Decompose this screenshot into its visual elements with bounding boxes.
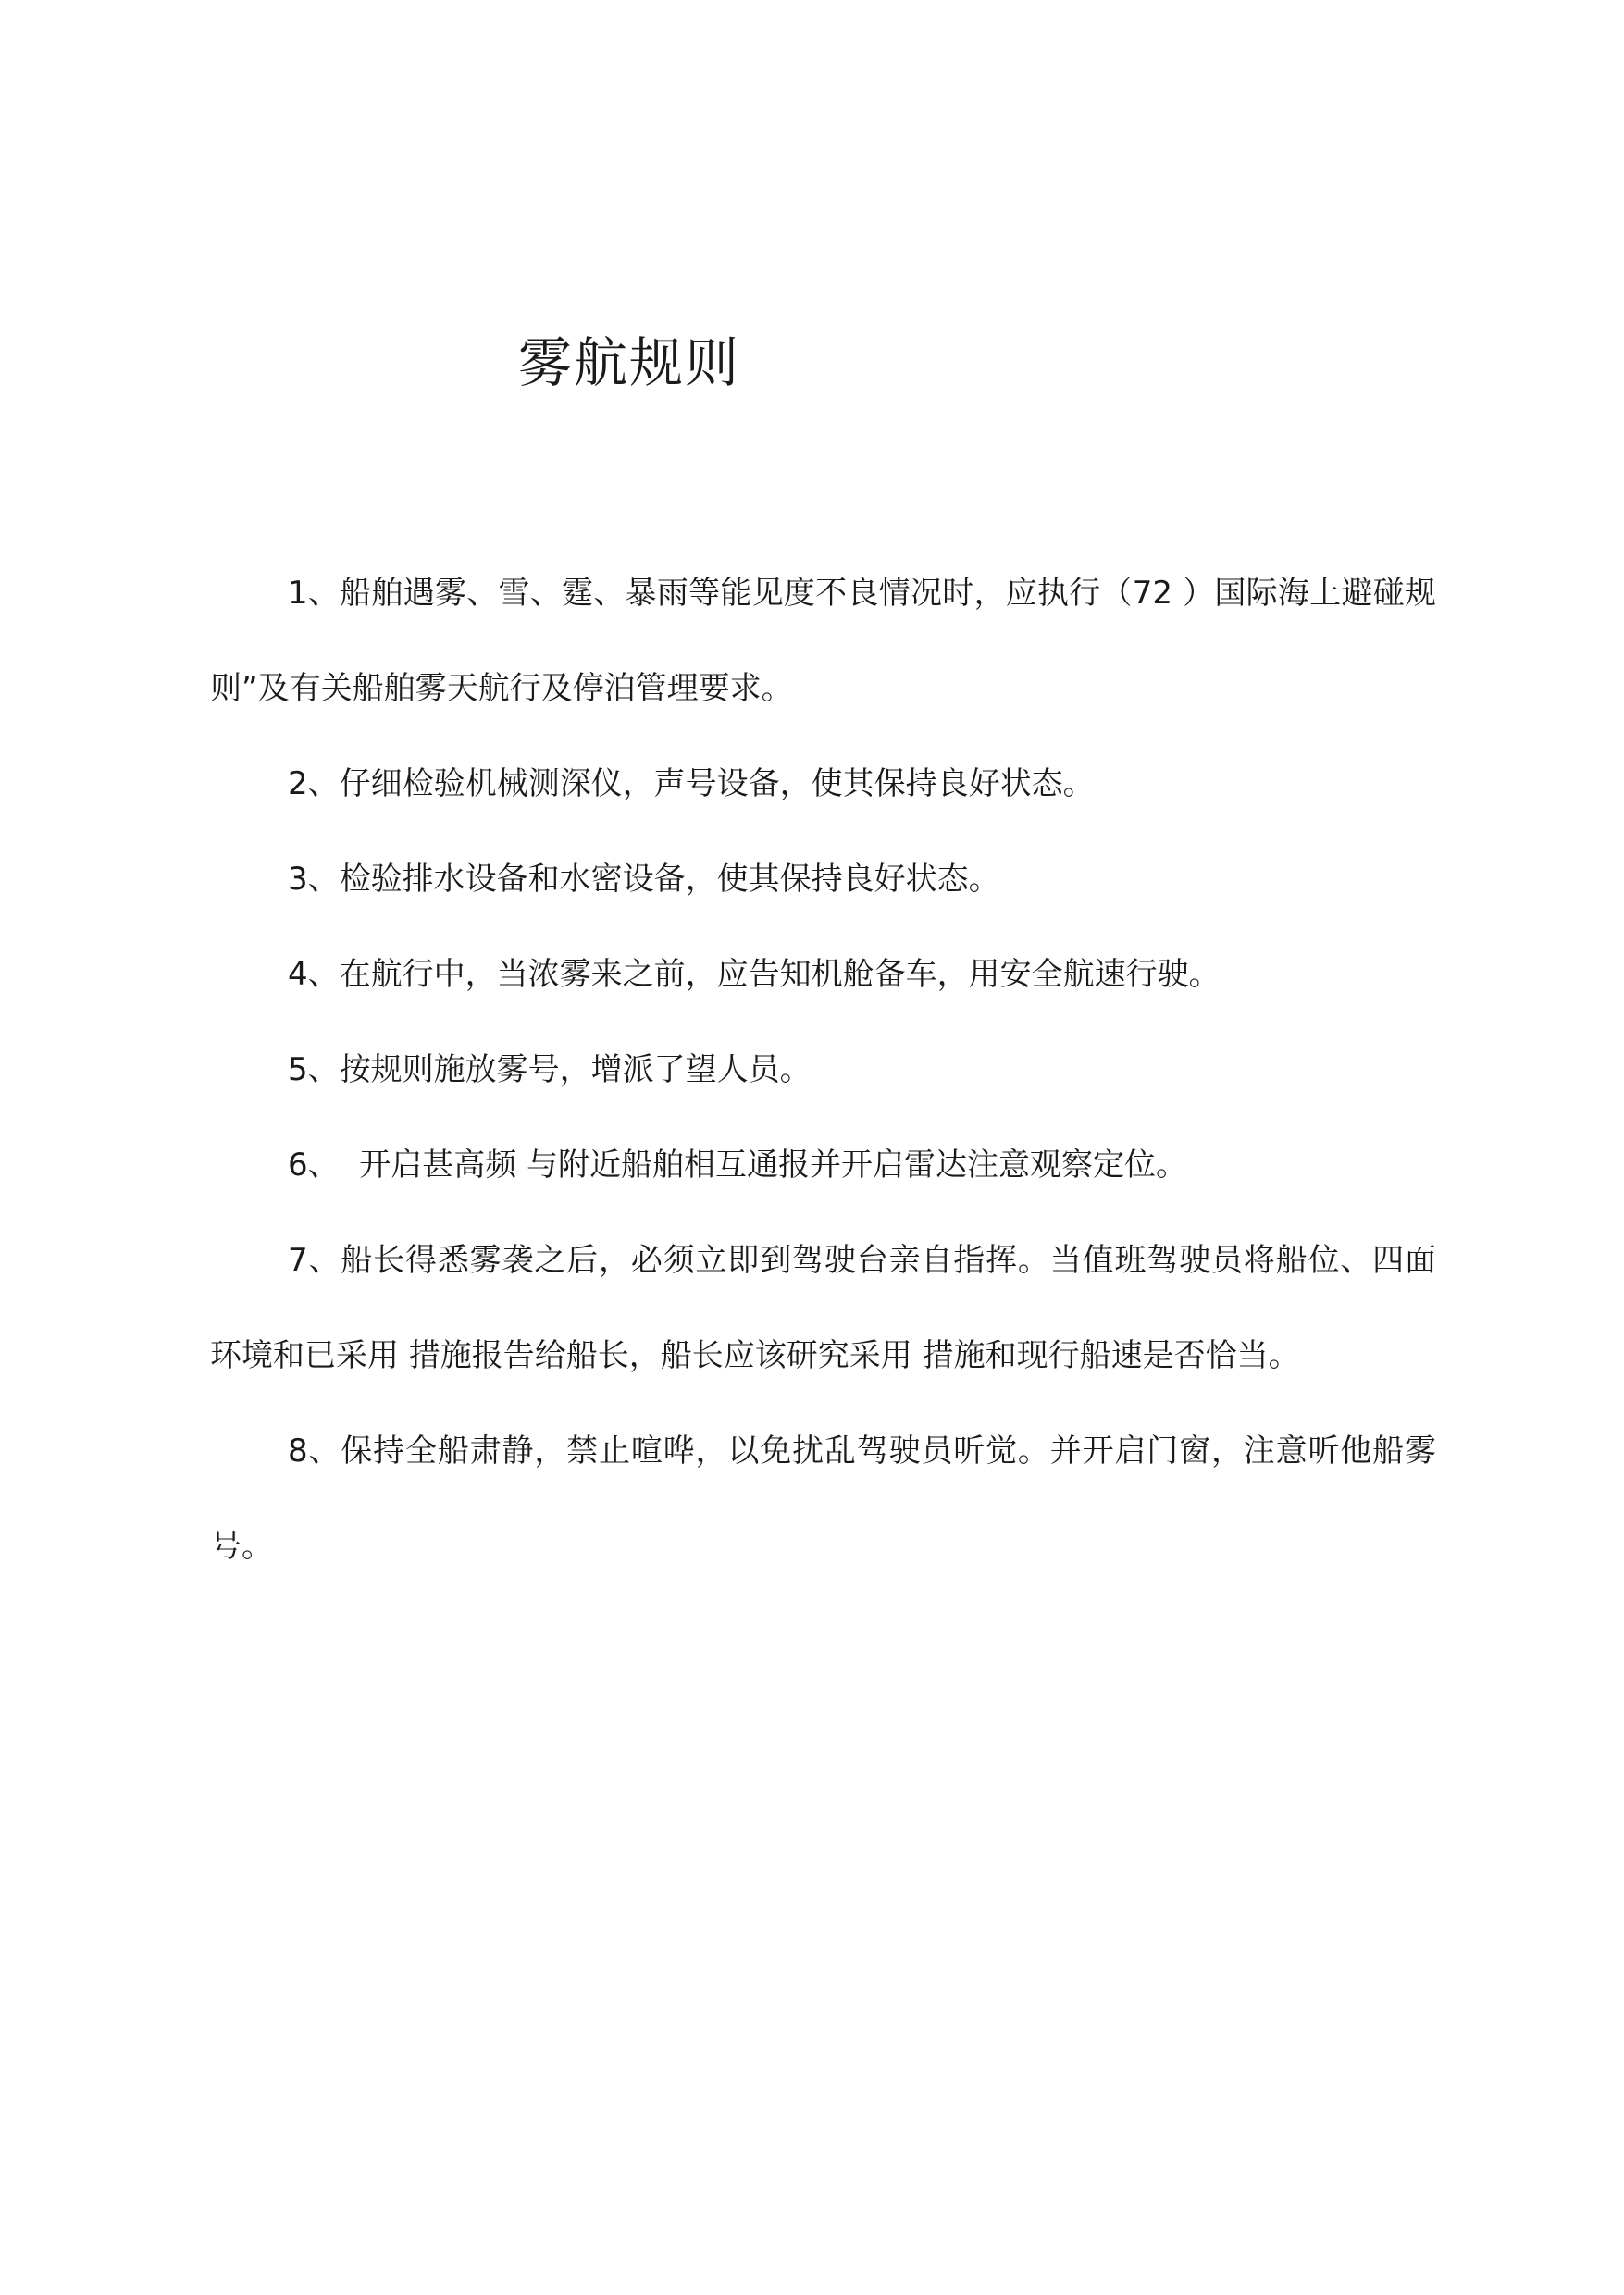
rule-paragraph-5: 5、按规则施放雾号，增派了望人员。 <box>288 1051 812 1088</box>
rule-paragraph-8: 8、保持全船肃静，禁止喧哗，以免扰乱驾驶员听觉。并开启门窗，注意听他船雾号。 <box>210 1433 1436 1565</box>
rule-paragraph-2: 2、仔细检验机械测深仪，声号设备，使其保持良好状态。 <box>288 765 1095 802</box>
rule-paragraph-1: 1、船舶遇雾、雪、霆、暴雨等能见度不良情况时，应执行（72 ）国际海上避碰规则”及有关船舶雾天航行及停泊管理要求。 <box>210 575 1436 707</box>
rule-paragraph-7: 7、船长得悉雾袭之后，必须立即到驾驶台亲自指挥。当值班驾驶员将船位、四面环境和已采用 措施报告给船长，船长应该研究采用 措施和现行船速是否恰当。 <box>210 1242 1436 1374</box>
rule-paragraph-3: 3、检验排水设备和水密设备，使其保持良好状态。 <box>288 861 1000 898</box>
rule-paragraph-4: 4、在航行中，当浓雾来之前，应告知机舱备车，用安全航速行驶。 <box>288 956 1221 993</box>
rule-paragraph-6: 6、 开启甚高频 与附近船舶相互通报并开启雷达注意观察定位。 <box>288 1147 1188 1184</box>
document-body <box>210 546 1436 1594</box>
document-title: 雾航规则 <box>518 331 741 394</box>
